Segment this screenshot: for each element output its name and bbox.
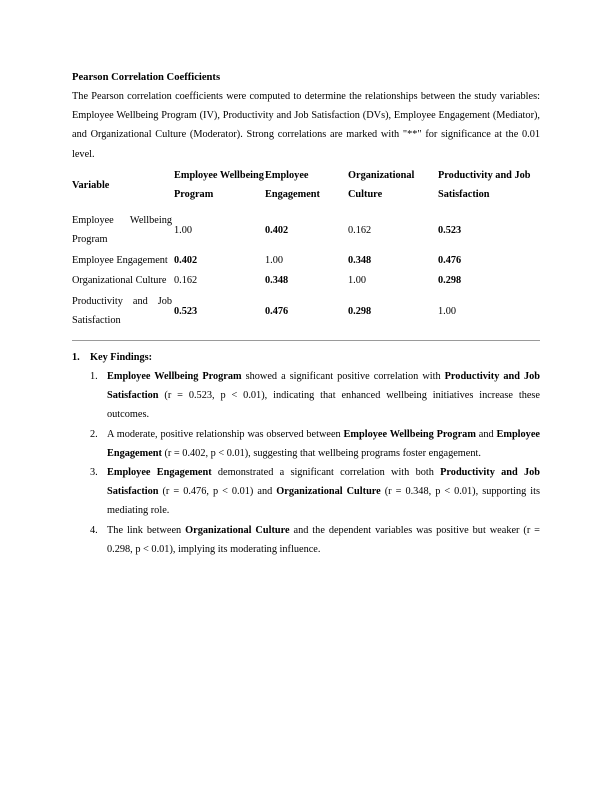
- text-run: showed a significant positive correlation with: [241, 371, 445, 383]
- list-item: [72, 425, 540, 463]
- table-cell: 0.298: [438, 275, 462, 287]
- table-cell: 0.298: [348, 305, 372, 317]
- bold-term: Employee Engagement: [107, 467, 212, 479]
- header-employee-engagement: Employee Engagement: [265, 169, 320, 201]
- bold-term: Productivity and Job Satisfaction: [107, 467, 540, 498]
- text-run: (r = 0.476, p < 0.01) and: [158, 486, 277, 498]
- table-row: [72, 292, 540, 332]
- table-cell: 1.00: [174, 224, 193, 236]
- list-item: [72, 463, 540, 521]
- table-row: [72, 271, 540, 292]
- table-cell: 0.523: [438, 224, 462, 236]
- row-label: Organizational Culture: [72, 275, 167, 287]
- table-cell: 0.402: [265, 224, 289, 236]
- table-cell: 0.476: [265, 305, 289, 317]
- header-productivity-job-satisfaction: Productivity and Job Satisfaction: [438, 169, 531, 201]
- table-header-row: [72, 166, 540, 211]
- section-title: Key Findings:: [90, 351, 153, 363]
- text-run: (r = 0.348, p < 0.01), supporting its mediating role.: [107, 486, 540, 517]
- header-organizational-culture: Organizational Culture: [348, 169, 415, 201]
- item-text: [107, 521, 540, 559]
- list-item: [72, 521, 540, 559]
- document-page: [72, 68, 540, 559]
- item-number: 3.: [90, 467, 98, 479]
- bold-term: Organizational Culture: [276, 486, 381, 498]
- table-cell: 0.162: [174, 275, 198, 287]
- text-run: and: [475, 428, 497, 440]
- table-cell: 1.00: [348, 275, 367, 287]
- header-employee-wellbeing-program: Employee Wellbeing Program: [174, 169, 264, 201]
- intro-paragraph: The Pearson correlation coefficients were computed to determine the relationships between the study variables: Employee Wellbeing Program (IV), Productivity and Job Satisfaction (DVs), Employee Engagement (Mediator), and Organizational Culture (Moderator). Strong correlations are marked with "**" for significance at the 0.01 level.: [72, 91, 540, 160]
- row-label: Employee Engagement: [72, 254, 168, 266]
- text-run: and the dependent variables was positive but weaker (r = 0.298, p < 0.01), implying its moderating influence.: [107, 524, 540, 555]
- table-cell: 0.348: [265, 275, 289, 287]
- item-text: [107, 425, 540, 463]
- table-cell: 1.00: [438, 305, 457, 317]
- item-number: 1.: [90, 371, 98, 383]
- item-number: 4.: [90, 524, 98, 536]
- header-variable: Variable: [72, 179, 110, 191]
- table-cell: 0.523: [174, 305, 198, 317]
- row-label: Productivity and Job Satisfaction: [72, 295, 172, 327]
- table-cell: 0.476: [438, 254, 462, 266]
- text-run: A moderate, positive relationship was observed between: [107, 428, 344, 440]
- table-cell: 1.00: [265, 254, 284, 266]
- bold-term: Employee Wellbeing Program: [343, 428, 476, 440]
- bold-term: Organizational Culture: [185, 524, 290, 536]
- key-findings-title: [72, 348, 540, 367]
- table-row: [72, 211, 540, 251]
- correlation-table: [72, 166, 540, 332]
- table-row: [72, 251, 540, 272]
- bold-term: Employee Engagement: [107, 428, 540, 459]
- table-cell: 0.402: [174, 254, 198, 266]
- text-run: (r = 0.402, p < 0.01), suggesting that wellbeing programs foster engagement.: [161, 447, 481, 459]
- horizontal-rule: [72, 340, 540, 341]
- findings-list: [72, 367, 540, 559]
- row-label: Employee Wellbeing Program: [72, 214, 172, 246]
- bold-term: Employee Wellbeing Program: [107, 371, 242, 383]
- bold-term: Productivity and Job Satisfaction: [107, 371, 540, 402]
- section-number: 1.: [72, 351, 80, 363]
- item-text: [107, 463, 540, 521]
- list-item: [72, 367, 540, 425]
- item-text: [107, 367, 540, 425]
- text-run: The link between: [107, 524, 186, 536]
- key-findings-section: [72, 348, 540, 559]
- table-cell: 0.348: [348, 254, 372, 266]
- section-heading: Pearson Correlation Coefficients: [72, 72, 221, 83]
- text-run: demonstrated a significant correlation with both: [211, 467, 441, 479]
- text-run: (r = 0.523, p < 0.01), indicating that enhanced wellbeing initiatives increase these outcomes.: [107, 390, 540, 421]
- table-cell: 0.162: [348, 224, 372, 236]
- item-number: 2.: [90, 428, 98, 440]
